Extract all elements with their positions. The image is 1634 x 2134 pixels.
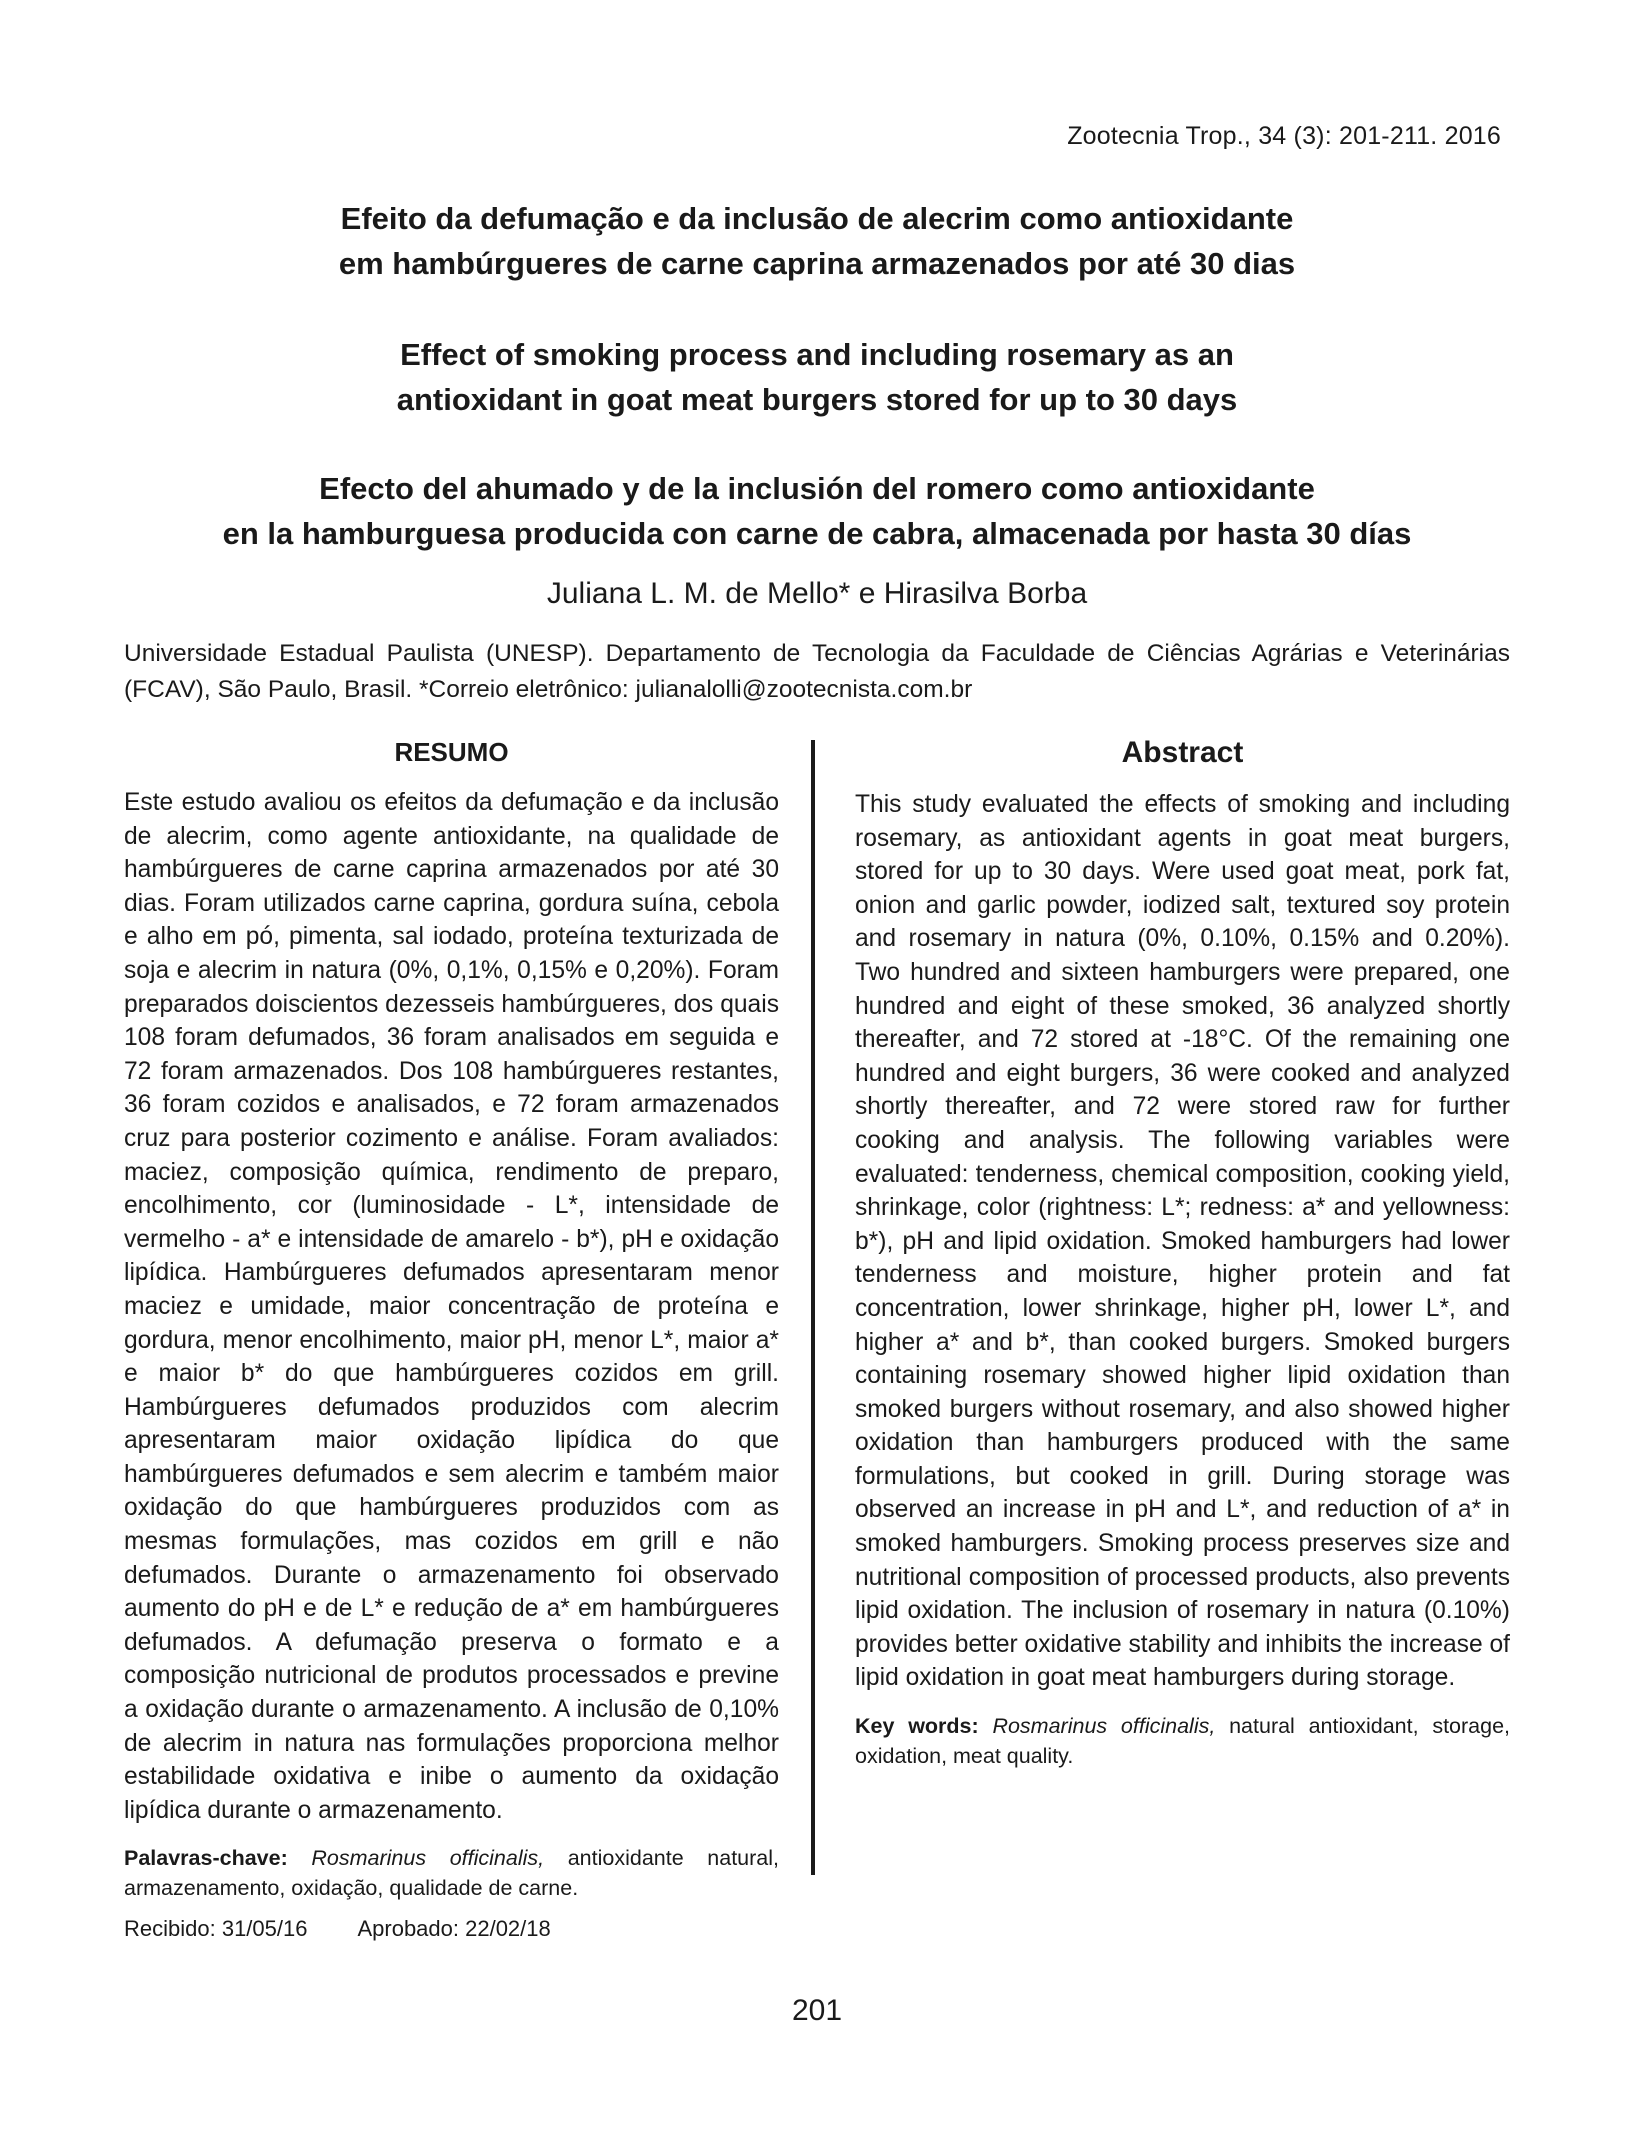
resumo-heading: RESUMO <box>394 737 509 767</box>
approved-date: Aprobado: 22/02/18 <box>357 1916 551 1941</box>
title-spanish-line-1: Efecto del ahumado y de la inclusión del romero como antioxidante <box>319 471 1315 506</box>
resumo-body: Este estudo avaliou os efeitos da defumação e da inclusão de alecrim, como agente antioxidante, na qualidade de hambúrgueres de carne caprina armazenados por até 30 dias. Foram utilizados carne caprina, gordura suína, cebola e alho em pó, pimenta, sal iodado, proteína texturizada de soja e alecrim in natura (0%, 0,1%, 0,15% e 0,20%). Foram preparados doiscientos dezesseis hambúrgueres, dos quais 108 foram defumados, 36 foram analisados em seguida e 72 foram armazenados. Dos 108 hambúrgueres restantes, 36 foram cozidos e analisados, e 72 foram armazenados cruz para posterior cozimento e análise. Foram avaliados: maciez, composição química, rendimento de preparo, encolhimento, cor (luminosidade - L*, intensidade de vermelho - a* e intensidade de amarelo - b*), pH e oxidação lipídica. Hambúrgueres defumados apresentaram menor maciez e umidade, maior concentração de proteína e gordura, menor encolhimento, maior pH, menor L*, maior a* e maior b* do que hambúrgueres cozidos em grill. Hambúrgueres defumados produzidos com alecrim apresentaram maior oxidação lipídica do que hambúrgueres defumados e sem alecrim e também maior oxidação do que hambúrgueres produzidos com as mesmas formulações, mas cozidos em grill e não defumados. Durante o armazenamento foi observado aumento do pH e de L* e redução de a* em hambúrgueres defumados. A defumação preserva o formato e a composição nutricional de produtos processados e previne a oxidação durante o armazenamento. A inclusão de 0,10% de alecrim in natura nas formulações proporciona melhor estabilidade oxidativa e inibe o aumento da oxidação lipídica durante o armazenamento. <box>124 789 779 1824</box>
resumo-keywords-rest: antioxidante natural, armazenamento, oxidação, qualidade de carne. <box>124 1846 779 1901</box>
title-spanish-line-2: en la hamburguesa producida con carne de cabra, almacenada por hasta 30 días <box>222 516 1412 551</box>
received-date: Recibido: 31/05/16 <box>124 1916 308 1941</box>
abstract-keywords <box>855 1711 1510 1771</box>
resumo-keywords <box>124 1843 779 1903</box>
affiliation: Universidade Estadual Paulista (UNESP). Departamento de Tecnologia da Faculdade de Ciências Agrárias e Veterinárias (FCAV), São Paulo, Brasil. *Correio eletrônico: julianalolli@zootecnista.com.br <box>124 640 1510 703</box>
page-number: 201 <box>791 1994 843 2027</box>
resumo-keywords-label: Palavras-chave: <box>124 1846 288 1871</box>
title-english <box>120 332 1514 422</box>
title-portuguese-line-1: Efeito da defumação e da inclusão de alecrim como antioxidante <box>340 201 1294 236</box>
abstract-keywords-label: Key words: <box>855 1714 979 1739</box>
abstract-keywords-italic: Rosmarinus officinalis, <box>992 1714 1216 1739</box>
submission-dates <box>124 1916 551 1942</box>
resumo-keywords-italic: Rosmarinus officinalis, <box>311 1846 545 1871</box>
abstract-column <box>855 732 1510 1771</box>
title-portuguese-line-2: em hambúrgueres de carne caprina armazenados por até 30 dias <box>338 246 1296 281</box>
title-portuguese <box>120 196 1514 286</box>
title-spanish <box>120 466 1514 556</box>
abstract-heading: Abstract <box>1121 736 1244 769</box>
title-english-line-2: antioxidant in goat meat burgers stored for up to 30 days <box>396 382 1238 417</box>
column-divider <box>811 740 815 1875</box>
resumo-column <box>124 732 779 1903</box>
journal-reference: Zootecnia Trop., 34 (3): 201-211. 2016 <box>1067 122 1501 150</box>
abstract-keywords-rest: natural antioxidant, storage, oxidation, meat quality. <box>855 1714 1511 1769</box>
abstract-body: This study evaluated the effects of smoking and including rosemary, as antioxidant agents in goat meat burgers, stored for up to 30 days. Were used goat meat, pork fat, onion and garlic powder, iodized salt, textured soy protein and rosemary in natura (0%, 0.10%, 0.15% and 0.20%). Two hundred and sixteen hamburgers were prepared, one hundred and eight of these smoked, 36 analyzed shortly thereafter, and 72 stored at -18°C. Of the remaining one hundred and eight burgers, 36 were cooked and analyzed shortly thereafter, and 72 were stored raw for further cooking and analysis. The following variables were evaluated: tenderness, chemical composition, cooking yield, shrinkage, color (rightness: L*; redness: a* and yellowness: b*), pH and lipid oxidation. Smoked hamburgers had lower tenderness and moisture, higher protein and fat concentration, lower shrinkage, higher pH, lower L*, and higher a* and b*, than cooked burgers. Smoked burgers containing rosemary showed higher lipid oxidation than smoked burgers without rosemary, and also showed higher oxidation than hamburgers produced with the same formulations, but cooked in grill. During storage was observed an increase in pH and L*, and reduction of a* in smoked hamburgers. Smoking process preserves size and nutritional composition of processed products, also prevents lipid oxidation. The inclusion of rosemary in natura (0.10%) provides better oxidative stability and inhibits the increase of lipid oxidation in goat meat hamburgers during storage. <box>855 791 1510 1692</box>
authors: Juliana L. M. de Mello* e Hirasilva Borba <box>546 577 1088 610</box>
title-english-line-1: Effect of smoking process and including rosemary as an <box>400 337 1234 372</box>
